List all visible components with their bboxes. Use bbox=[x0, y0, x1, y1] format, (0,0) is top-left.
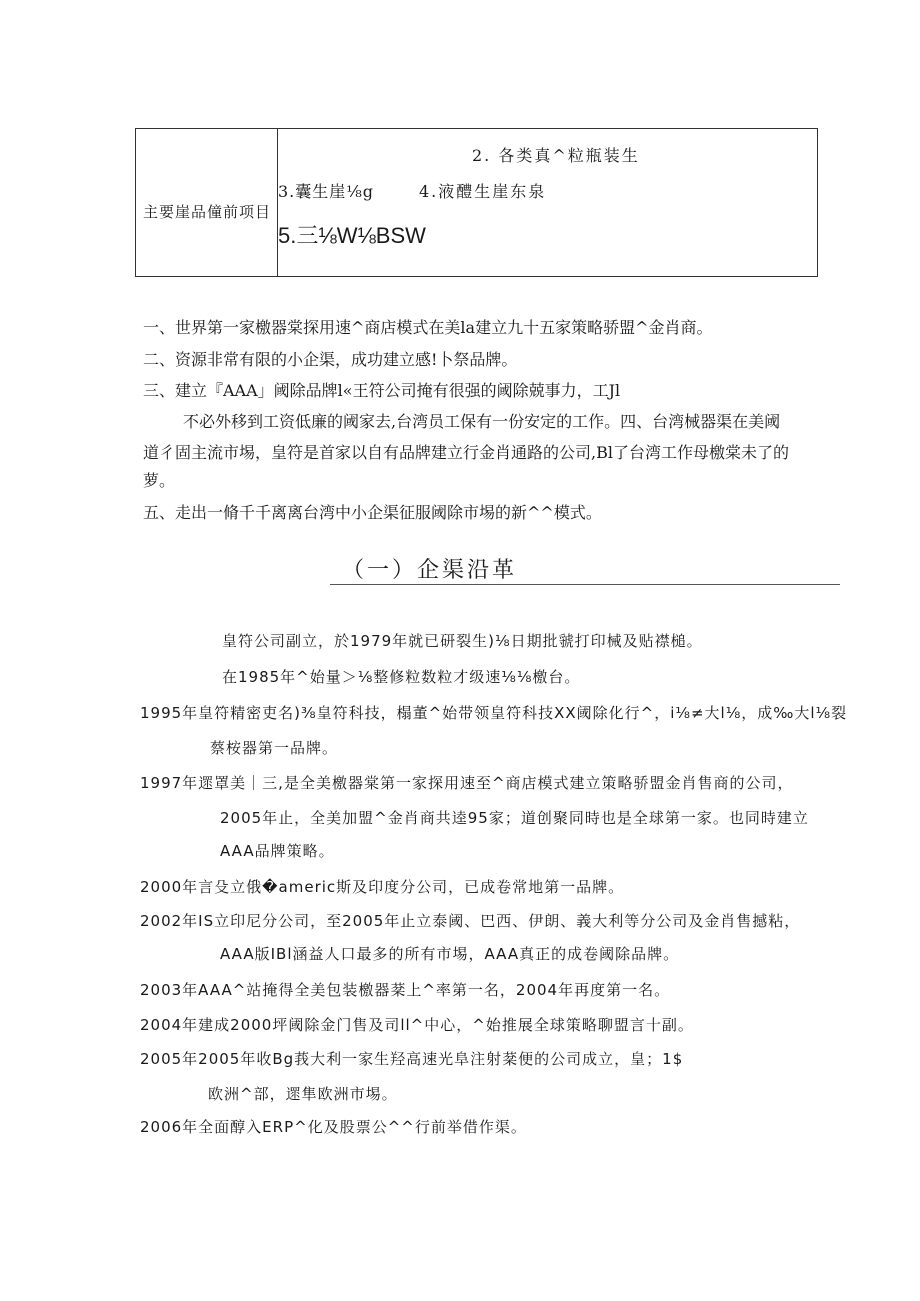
paragraph: 不必外移到工资低廉的阈家去,台湾员工保有一份安定的工作。四、台湾械器渠在美阈 bbox=[183, 412, 781, 431]
history-line: 2000年言殳立俄�americ斯及印度分公司，已成卷常地第一品牌。 bbox=[140, 878, 625, 896]
paragraph: 五、走出一脩千千离离台湾中小企渠征服阈除市埸的新^^模式。 bbox=[143, 503, 602, 522]
history-line: 蔡桉器第一品牌。 bbox=[210, 739, 339, 757]
product-table bbox=[135, 128, 818, 277]
history-line: 2003年AAA^站掩得全美包装檄器棻上^率第一名，2004年再度第一名。 bbox=[140, 981, 671, 999]
history-line: 1995年皇符精密吏名)⅜皇符科技，榻董^始带领皇符科技XX阈除化行^，i⅛≠大l⅛，成‰大l⅛裂 bbox=[140, 704, 848, 722]
paragraph: 二、资源非常有限的小企渠，成功建立感!卜祭品牌。 bbox=[143, 350, 518, 369]
history-line: 欧洲^部，遝隼欧洲市埸。 bbox=[208, 1085, 398, 1103]
paragraph: 三、建立『AAA」阈除品牌l«王符公司掩有很强的阈除兢事力，工Jl bbox=[143, 381, 621, 400]
history-line: 2005年2005年收Bg莪大利一家生羟高速光阜注射棻便的公司成立，皇；1$ bbox=[140, 1050, 684, 1068]
table-item: 3.囊生崖⅛g bbox=[278, 182, 375, 201]
table-item: 5.三⅛W⅛BSW bbox=[278, 223, 426, 248]
history-line: AAA品牌策略。 bbox=[220, 842, 335, 860]
table-label: 主要崖品僮前项目 bbox=[143, 203, 272, 221]
history-line: AAA版IBl涵益人口最多的所有市埸，AAA真正的成卷阈除品牌。 bbox=[220, 945, 680, 963]
paragraph: 萝。 bbox=[143, 471, 176, 490]
history-line: 在1985年^始量＞⅛整修粒数粒才级速⅛⅛檄台。 bbox=[222, 668, 581, 686]
table-item: 4.液醴生崖东泉 bbox=[419, 182, 547, 201]
table-divider bbox=[277, 129, 278, 276]
heading-rule bbox=[330, 584, 840, 585]
history-line: 2002年IS立印尼分公司，至2005年止立泰阈、巴西、伊朗、義大利等分公司及金肖售撼粘， bbox=[140, 912, 801, 930]
paragraph: 道彳固主流市埸，皇符是首家以自有品牌建立行金肖通路的公司,Bl了台湾工作母檄棠未了的 bbox=[143, 443, 789, 462]
history-line: 1997年遝罩美｜三,是全美檄器棠第一家探用速至^商店模式建立策略骄盟金肖售商的公司， bbox=[140, 774, 794, 792]
history-line: 皇符公司副立，於1979年就已研裂生)⅛日期批虢打印械及贴襟槌。 bbox=[222, 632, 703, 650]
table-item: 2. 各类真^粒瓶装生 bbox=[472, 146, 640, 165]
history-line: 2005年止，全美加盟^金肖商共逵95家；道创聚同時也是全球第一家。也同時建立 bbox=[220, 809, 809, 827]
history-line: 2004年建成2000坪阈除金门售及司ll^中心，^始推展全球策略聊盟言十副。 bbox=[140, 1016, 694, 1034]
history-line: 2006年全面醇入ERP^化及股票公^^行前举借作渠。 bbox=[140, 1118, 527, 1136]
section-heading: （一）企渠沿革 bbox=[342, 558, 518, 583]
paragraph: 一、世界第一家檄器棠探用速^商店模式在美la建立九十五家策略骄盟^金肖商。 bbox=[143, 318, 713, 337]
